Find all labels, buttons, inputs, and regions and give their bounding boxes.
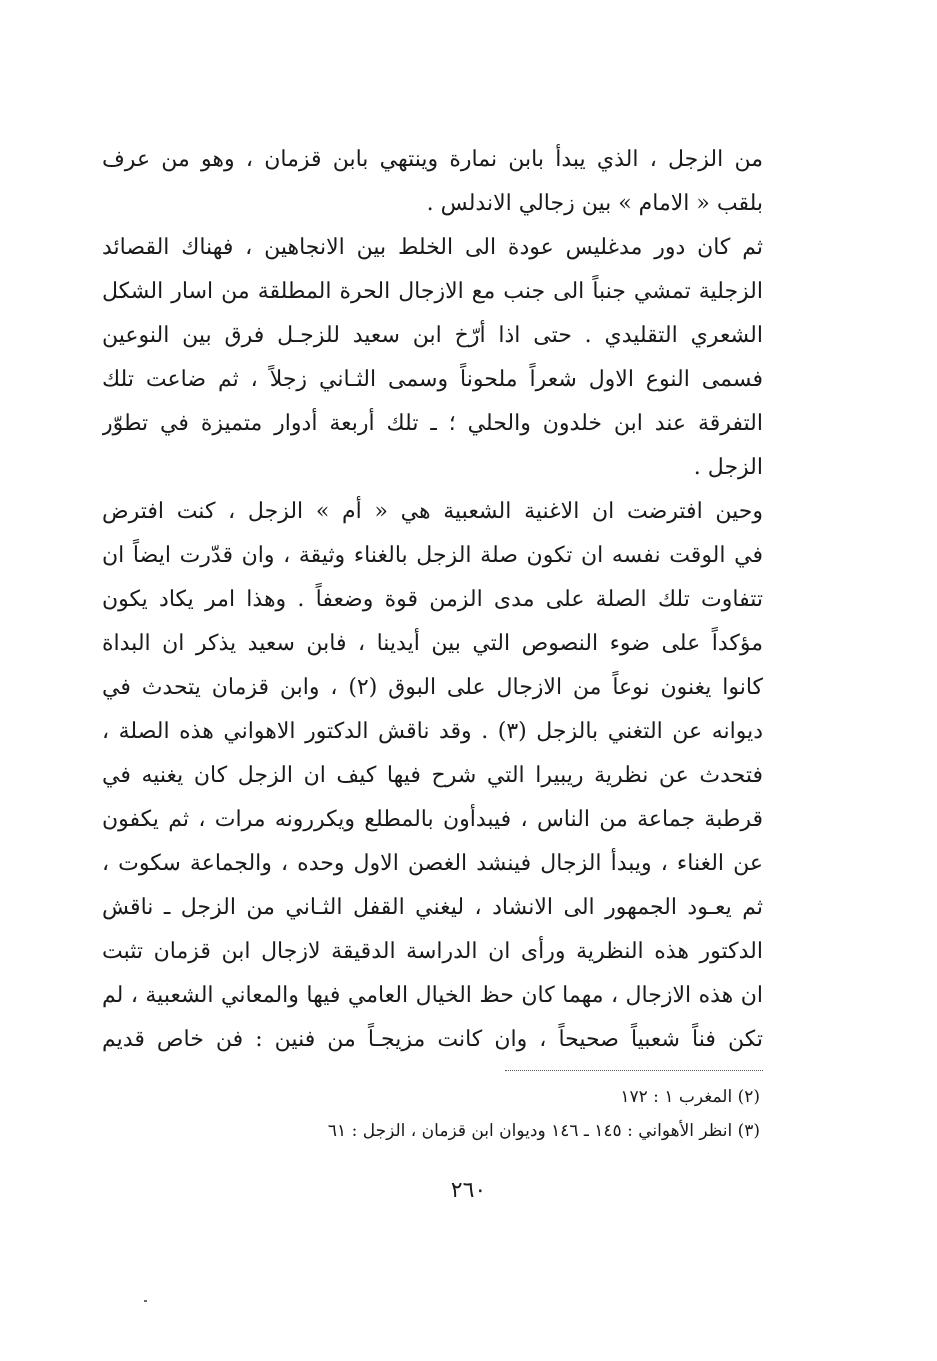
text-line: الزجل . [693, 455, 763, 480]
text-line: تتفاوت تلك الصلة على مدى الزمن قوة وضعفاً . وهذا امر يكاد يكون [102, 587, 763, 612]
text-line: عن الغناء ، ويبدأ الزجال فينشد الغصن الاول وحده ، والجماعة سكوت ، [102, 851, 763, 876]
paragraph-2 [102, 226, 763, 490]
text-line: وحين افترضت ان الاغنية الشعبية هي « أم » الزجل ، كنت افترض [102, 499, 763, 524]
page-number: ٢٦٠ [450, 1178, 487, 1203]
scan-speck [144, 1300, 147, 1302]
text-line: قرطبة جماعة من الناس ، فيبدأون بالمطلع ويكررونه مرات ، ثم يكفون [102, 807, 763, 832]
footnote-divider [505, 1070, 763, 1071]
text-line: بلقب « الامام » بين زجالي الاندلس . [426, 191, 763, 216]
footnote-3: (٣) انظر الأهواني : ١٤٥ ـ ١٤٦ وديوان ابن قزمان ، الزجل : ٦١ [327, 1121, 760, 1141]
footnote-2: (٢) المغرب ١ : ١٧٢ [620, 1087, 760, 1107]
text-line: الدكتور هذه النظرية ورأى ان الدراسة الدقيقة لازجال ابن قزمان تثبت [102, 939, 763, 964]
text-line: من الزجل ، الذي يبدأ بابن نمارة وينتهي بابن قزمان ، وهو من عرف [102, 147, 763, 172]
text-line: الزجلية تمشي جنباً الى جنب مع الازجال الحرة المطلقة من اسار الشكل [102, 279, 763, 304]
text-line: الشعري التقليدي . حتى اذا أرّخ ابن سعيد للزجـل فرق بين النوعين [102, 323, 763, 348]
text-line: التفرقة عند ابن خلدون والحلي ؛ ـ تلك أربعة أدوار متميزة في تطوّر [102, 411, 763, 436]
text-line: تكن فناً شعبياً صحيحاً ، وان كانت مزيجـاً من فنين : فن خاص قديم [102, 1027, 763, 1052]
text-line: مؤكداً على ضوء النصوص التي بين أيدينا ، فابن سعيد يذكر ان البداة [102, 631, 763, 656]
paragraph-1 [102, 138, 763, 226]
text-line: فتحدث عن نظرية ريبيرا التي شرح فيها كيف ان الزجل كان يغنيه في [102, 763, 763, 788]
footnotes [230, 1080, 760, 1148]
text-line: ديوانه عن التغني بالزجل (٣) . وقد ناقش الدكتور الاهواني هذه الصلة ، [102, 719, 763, 744]
text-line: في الوقت نفسه ان تكون صلة الزجل بالغناء وثيقة ، وان قدّرت ايضاً ان [102, 543, 763, 568]
text-line: فسمى النوع الاول شعراً ملحوناً وسمى الثـاني زجلاً ، ثم ضاعت تلك [102, 367, 763, 392]
text-line: كانوا يغنون نوعاً من الازجال على البوق (٢) ، وابن قزمان يتحدث في [102, 675, 763, 700]
text-line: ثم يعـود الجمهور الى الانشاد ، ليغني القفل الثـاني من الزجل ـ ناقش [102, 895, 763, 920]
text-line: ان هذه الازجال ، مهما كان حظ الخيال العامي فيها والمعاني الشعبية ، لم [102, 983, 763, 1008]
text-line: ثم كان دور مدغليس عودة الى الخلط بين الانجاهين ، فهناك القصائد [102, 235, 763, 260]
paragraph-3 [102, 490, 763, 1062]
